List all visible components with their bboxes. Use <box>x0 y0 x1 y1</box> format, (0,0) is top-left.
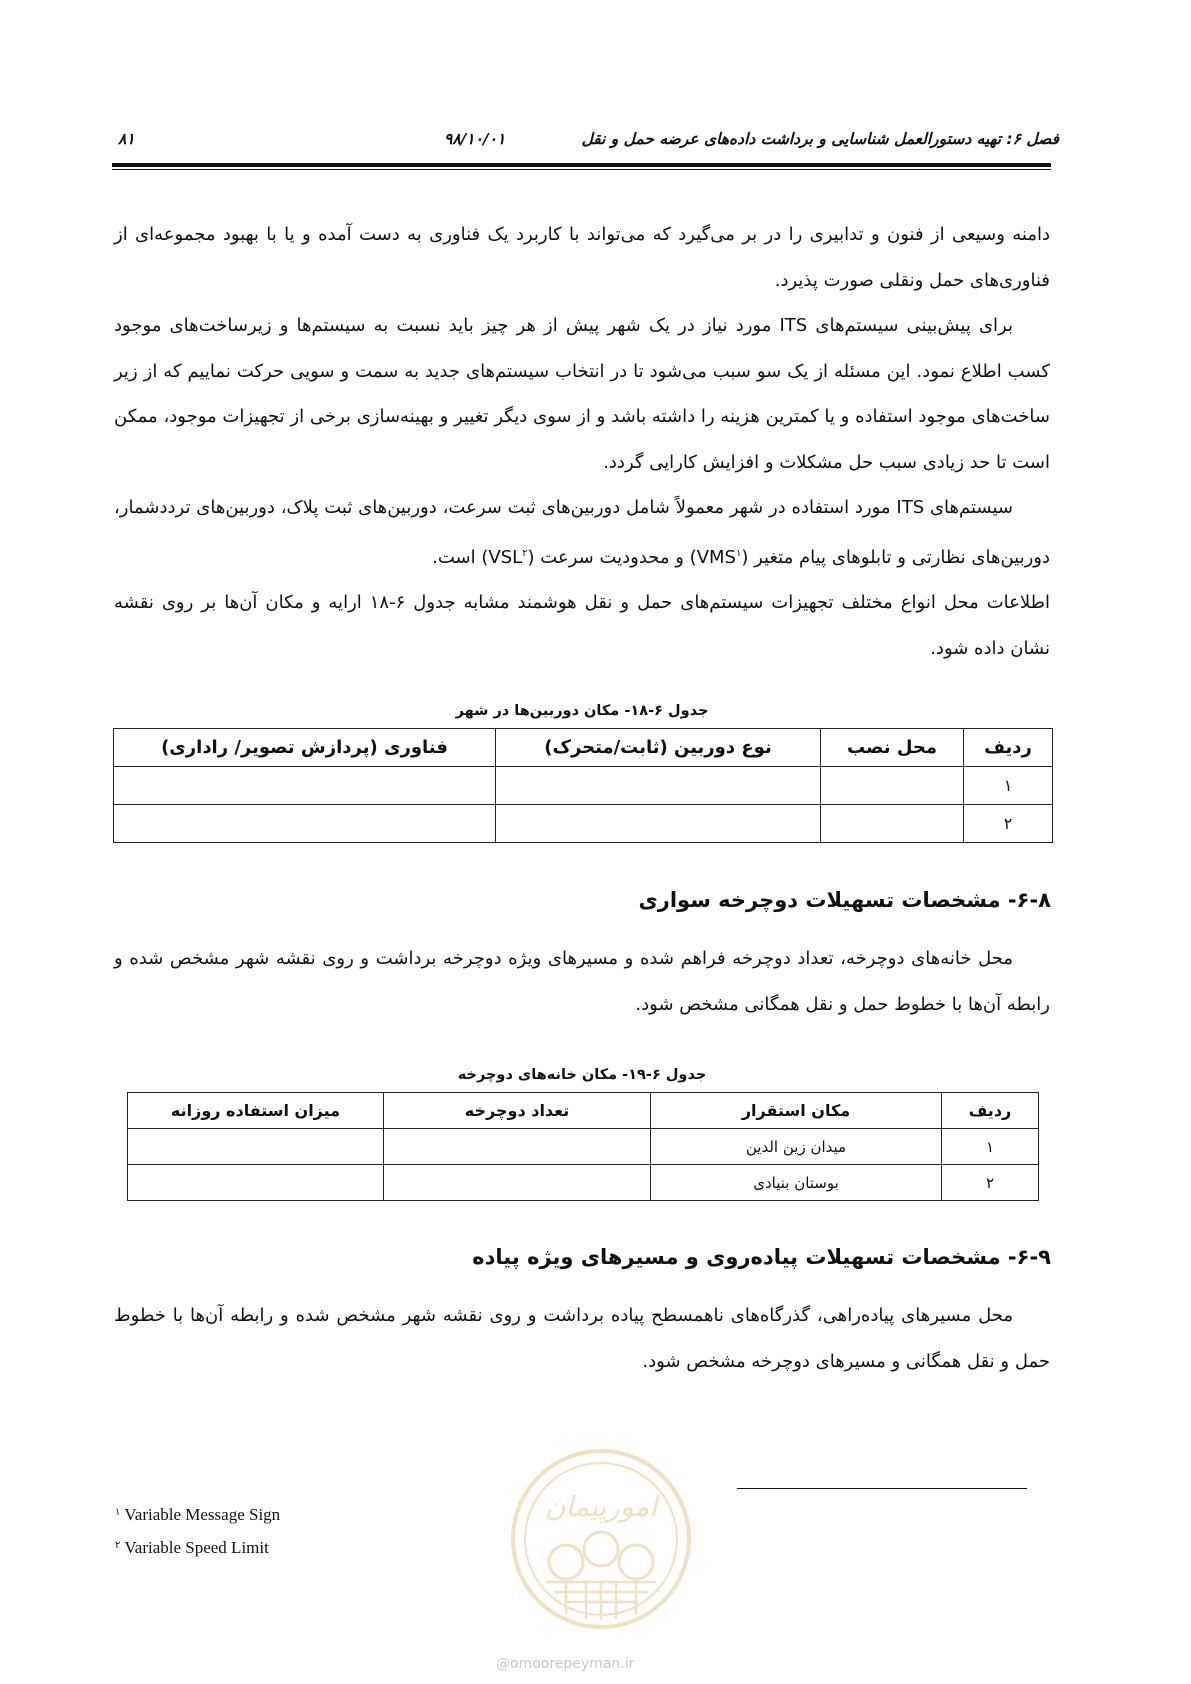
table-row <box>128 1129 1039 1165</box>
table-1-caption: جدول ۶-۱۸- مکان دوربین‌ها در شهر <box>455 703 709 719</box>
table-row <box>114 805 1053 843</box>
header-rule-thick <box>112 163 1051 167</box>
paragraph-3-part-1: سیستم‌های ITS مورد استفاده در شهر معمولاً شامل دوربین‌های ثبت سرعت، دوربین‌های ثبت پلاک، دوربین‌های ترددشمار، دوربین‌های نظارتی و تابلوهای پیام متغیر ( <box>114 497 1050 568</box>
footnote-marker: ۲ <box>115 1540 121 1551</box>
table-camera-locations <box>113 728 1053 843</box>
paragraph-6: محل مسیرهای پیاده‌راهی، گذرگاه‌های ناهمسطح پیاده برداشت و روی نقشه شهر مشخص شده و رابطه آن‌ها با خطوط حمل و نقل همگانی و مسیرهای دوچرخه مشخص شود. <box>114 1305 1050 1372</box>
table-header-row <box>114 729 1053 767</box>
table-cell: ۲ <box>942 1165 1039 1201</box>
paragraph-3-part-2: ) و محدودیت سرعت ( <box>527 546 697 568</box>
table-cell <box>384 1129 651 1165</box>
table-cell: ۲ <box>964 805 1053 843</box>
table-cell: میدان زین الدین <box>651 1129 942 1165</box>
body-text-block-2 <box>114 936 1050 1027</box>
body-text-block-1 <box>114 212 1050 671</box>
paragraph-3-part-3: ) است. <box>432 546 489 568</box>
table-cell <box>384 1165 651 1201</box>
table-header-row <box>128 1093 1039 1129</box>
table-header-cell: محل نصب <box>821 729 964 767</box>
header-rule-thin <box>112 169 1051 170</box>
chapter-title: فصل ۶: تهیه دستورالعمل شناسایی و برداشت داده‌های عرضه حمل و نقل <box>581 130 1059 148</box>
table-row <box>128 1165 1039 1201</box>
table-cell <box>496 767 821 805</box>
paragraph-3 <box>114 485 1050 580</box>
footnote-text: Variable Message Sign <box>124 1505 281 1524</box>
footnote-separator <box>737 1488 1027 1489</box>
body-text-block-3 <box>114 1293 1050 1384</box>
paragraph-2: برای پیش‌بینی سیستم‌های ITS مورد نیاز در یک شهر پیش از هر چیز باید نسبت به سیستم‌ها و زیرساخت‌های موجود کسب اطلاع نمود. این مسئله از یک سو سبب می‌شود تا در انتخاب سیستم‌های جدید به سمت و سویی حرکت نماییم که از زیر ساخت‌های موجود استفاده و یا کمترین هزینه را داشته باشد و از سوی دیگر تغییر و بهینه‌سازی برخی از تجهیزات موجود، ممکن است تا حد زیادی سبب حل مشکلات و افزایش کارایی گردد. <box>114 315 1050 473</box>
table-cell: ۱ <box>942 1129 1039 1165</box>
stamp-text: امورپیمان <box>544 1490 658 1523</box>
watermark-text: omoorepeyman.ir <box>510 1656 635 1672</box>
table-cell: ۱ <box>964 767 1053 805</box>
table-cell: بوستان بنیادی <box>651 1165 942 1201</box>
footnote-ref-1[interactable]: ۱ <box>735 547 742 559</box>
section-heading-6-8: ۶-۸- مشخصات تسهیلات دوچرخه سواری <box>638 888 1051 912</box>
page-number: ۸۱ <box>118 130 135 148</box>
table-cell <box>496 805 821 843</box>
table-header-cell: فناوری (پردازش تصویر/ راداری) <box>114 729 496 767</box>
footnote-text: Variable Speed Limit <box>124 1538 269 1557</box>
table-header-cell: نوع دوربین (ثابت/متحرک) <box>496 729 821 767</box>
footnote-2 <box>115 1538 269 1558</box>
section-heading-6-9: ۶-۹- مشخصات تسهیلات پیاده‌روی و مسیرهای ویژه پیاده <box>472 1245 1051 1269</box>
footnote-marker: ۱ <box>115 1507 121 1518</box>
abbr-vms: VMS$^۱$ <box>696 546 742 568</box>
table-header-cell: ردیف <box>942 1093 1039 1129</box>
footnote-ref-2[interactable]: ۲ <box>522 547 528 559</box>
table-row <box>114 767 1053 805</box>
table-cell <box>128 1165 384 1201</box>
table-cell <box>114 767 496 805</box>
company-stamp-logo <box>506 1444 696 1634</box>
paragraph-1: دامنه وسیعی از فنون و تدابیری را در بر می‌گیرد که می‌تواند با کاربرد یک فناوری به دست آمده و یا با بهبود مجموعه‌ای از فناوری‌های حمل ونقلی صورت پذیرد. <box>114 224 1050 291</box>
table-header-cell: ردیف <box>964 729 1053 767</box>
abbr-vsl: VSL$^۲$ <box>488 546 528 568</box>
table-cell <box>821 805 964 843</box>
document-date: ۹۸/۱۰/۰۱ <box>444 130 506 148</box>
watermark <box>496 1656 634 1672</box>
at-sign-icon: @ <box>496 1656 510 1672</box>
table-cell <box>128 1129 384 1165</box>
table-header-cell: میزان استفاده روزانه <box>128 1093 384 1129</box>
table-2-caption: جدول ۶-۱۹- مکان خانه‌های دوچرخه <box>457 1067 707 1083</box>
paragraph-5: محل خانه‌های دوچرخه، تعداد دوچرخه فراهم شده و مسیرهای ویژه دوچرخه برداشت و روی نقشه شهر مشخص شده و رابطه آن‌ها با خطوط حمل و نقل همگانی مشخص شود. <box>114 948 1050 1015</box>
footnote-1 <box>115 1505 280 1525</box>
table-cell <box>821 767 964 805</box>
table-header-cell: تعداد دوچرخه <box>384 1093 651 1129</box>
table-header-cell: مکان استقرار <box>651 1093 942 1129</box>
table-bike-stations <box>127 1092 1039 1201</box>
table-cell <box>114 805 496 843</box>
paragraph-4: اطلاعات محل انواع مختلف تجهیزات سیستم‌های حمل و نقل هوشمند مشابه جدول ۶-۱۸ ارایه و مکان آن‌ها بر روی نقشه نشان داده شود. <box>114 592 1050 659</box>
